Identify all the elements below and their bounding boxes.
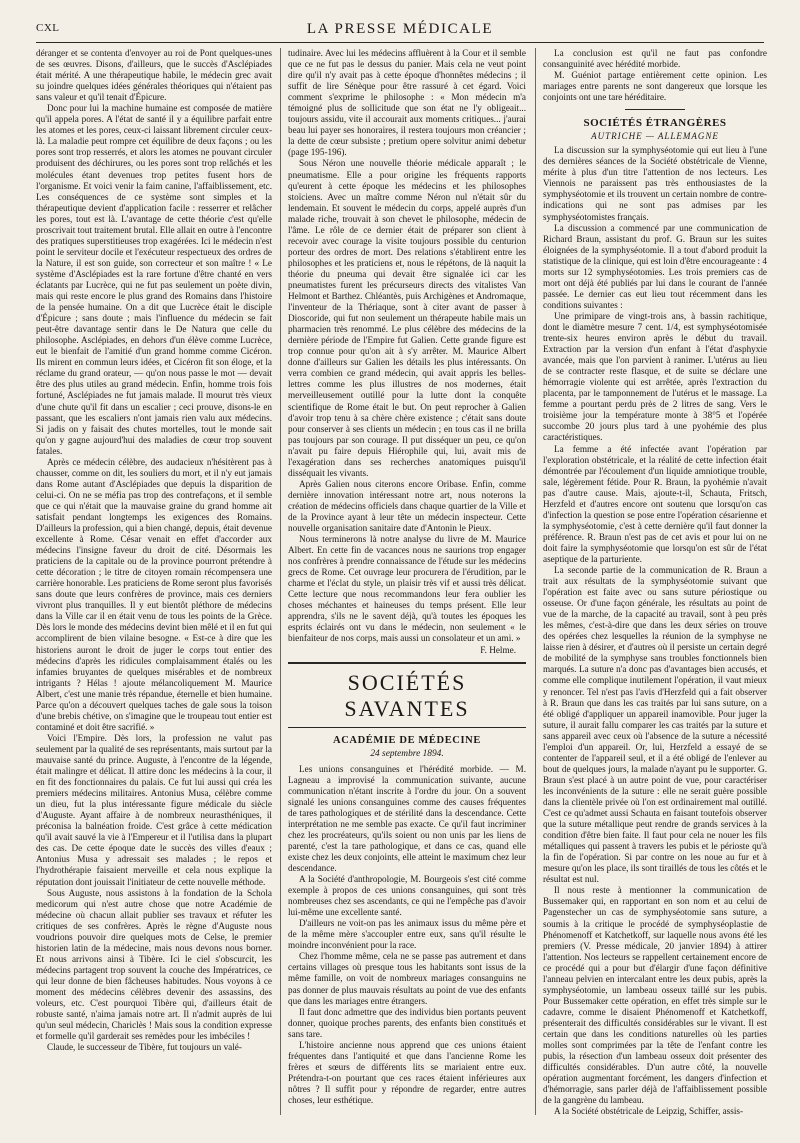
paragraph: La femme a été infectée avant l'opération par l'exploration obstétricale, et la réalité de cette infection était démontrée par l'écoulement d'un liquide amniotique trouble, sale, légèrement fétide. Pour R. Braun, la pyohémie n'avait pas d'autre cause. Mais, ajoute-t-il, Schauta, Fritsch, Herzfeld et d'autres encore ont soutenu que lorsqu'on cas d'infection la question se pose entre l'opération césarienne et la symphyséotomie, c'est à cette dernière qu'il faut donner la préférence. R. Braun n'est pas de cet avis et pour lui on ne doit faire la symphyséotomie que lorsqu'on est sûr de l'état aseptique de la parturiente. xyxy=(543,443,767,564)
separator-rule xyxy=(625,109,685,110)
paragraph: Donc pour lui la machine humaine est composée de matière qu'il appela pores. A l'état de santé il y a équilibre parfait entre les atomes et les pores, ceux-ci laissant librement circuler ceux-là. La maladie peut rompre cet équilibre de deux façons ; ou les pores sont trop resserrés, et alors les atomes ne pouvant circuler produisent des déchirures, ou les pores sont trop relâchés et les molécules étant devenues trop petites fusent hors de l'organisme. Et voici venir la faim canine, l'affaiblissement, etc. Les conséquences de ce système sont simples et la thérapeutique devient d'application facile : resserrer et relâcher les pores, tout est là. L'avantage de cette théorie c'est qu'elle proscrivait tout traitement brutal. Elle allait en outre à l'encontre des pratiques superstitieuses trop exagérées. Ici le médecin n'est point le serviteur docile et l'exécuteur respectueux des ordres de la Nature, il est son guide, son correcteur et son maître ! « Le système d'Asclépiades est la rare fortune d'être chanté en vers éclatants par Lucrèce, qui ne fut pas seulement un poète divin, mais qui reste encore le plus grand des Romains dans l'histoire de la pensée humaine. On a dit que Lucrèce était le disciple d'Épicure ; sans doute ; mais l'influence du médecin se fait peut-être davantage sentir dans le De Natura que celle du philosophe. Asclépiades, en dehors d'un élève comme Lucrèce, eut le bienfait de l'amitié d'un grand homme comme Cicéron. Ils mirent en commun leurs idées, et Cicéron fit son éloge, et la réclame du grand orateur, — qu'on nous passe le mot — devait être des plus utiles au grand médecin. Enfin, homme trois fois fortuné, Asclépiades ne fut jamais malade. Il mourut très vieux d'une chute qu'il fit dans un escalier ; ceci prouve, disons-le en passant, que les escaliers n'ont jamais rien valu aux médecins. Si jadis on y faisait des chutes mortelles, tout le monde sait qu'on y gagne aujourd'hui des maladies de cœur trop souvent fatales. xyxy=(36,103,272,456)
paragraph: L'histoire ancienne nous apprend que ces unions étaient fréquentes dans l'antiquité et que dans l'ancienne Rome les frères et sœurs de différents lits se mariaient entre eux. Prétendra-t-on pourtant que ces races étaient inférieures aux nôtres ? Il suffit pour y répondre de regarder, entre autres choses, leur esthétique. xyxy=(288,1039,526,1105)
paragraph: Sous Néron une nouvelle théorie médicale apparaît ; le pneumatisme. Elle a pour origine les fréquents rapports qu'eurent à cette époque les médecins et les philosophes stoïciens. Avec un maître comme Néron nul n'était sûr du lendemain. Et souvent le médecin du corps, appelé auprès d'un malade riche, trouvait à son chevet le philosophe, médecin de l'âme. Le rôle de ce dernier était de préparer son client à recevoir avec courage la visite toujours possible du centurion porteur des ordres de mort. Des relations s'établirent entre les philosophes et les praticiens et, nous le répétons, de là naquit la théorie du pneuma qui devait être signalée ici car les pneumatistes furent les précurseurs directs des vitalistes Van Helmont et Barthez. Chléantès, puis Archigènes et Andromaque, l'inventeur de la Thériaque, sont à citer avant de passer à Dioscoride, qui fut non seulement un thérapeute habile mais un pharmacien très renommé. Le plus célèbre des médecins de la dernière période de l'Empire fut Galien. Cette grande figure est trop connue pour qu'on ait à s'y arrêter. M. Maurice Albert donne d'ailleurs sur Galien les détails les plus intéressants. On verra combien ce grand médecin, qui avait appris les belles-lettres comme les plus illustres de nos modernes, était merveilleusement outillé pour la lutte dont la conquête scientifique de Rome était le but. On peut reprocher à Galien d'avoir trop tenu à sa chère chère existence ; c'était sans doute pour conserver à ses clients un médecin ; en tous cas il ne brilla pas toujours par son courage. Il put disséquer un peu, ce qu'on n'avait pu faire depuis Hiérophile qui, lui, avait mis de l'exagération dans ses recherches anatomiques puisqu'il disséquait les vivants. xyxy=(288,158,526,478)
section-subtitle: AUTRICHE — ALLEMAGNE xyxy=(591,131,719,142)
paragraph: Claude, le successeur de Tibère, fut toujours un valé- xyxy=(47,1042,242,1053)
academy-title: ACADÉMIE DE MÉDECINE xyxy=(333,734,481,746)
paragraph: Après Galien nous citerons encore Oribase. Enfin, comme dernière innovation intéressant notre art, nous noterons la création de médecins officiels dans chaque quartier de la Ville et de la Province ayant à leur tête un médecin inspecteur. Cette nouvelle organisation sanitaire date d'Antonin le Pieux. xyxy=(288,478,526,534)
paragraph: Les unions consanguines et l'hérédité morbide. — M. Lagneau a improvisé la communication suivante, aucune communication n'étant inscrite à l'ordre du jour. On a souvent signalé les unions consanguines comme des causes fréquentes de tares pathologiques et de stérilité dans la descendance. Cette interprétation ne me semble pas exacte. Ce qu'il faut incriminer chez les procréateurs, qu'ils soient ou non unis par les liens de parenté, c'est la tare pathologique, et dans ce cas, quand elle existe chez les deux conjoints, elle atteint le maximum chez leur descendance. xyxy=(288,763,526,873)
paragraph: Après ce médecin célèbre, des audacieux n'hésitèrent pas à chausser, comme on dit, les souliers du mort, et il n'y eut jamais dans Rome autant d'Asclépiades que depuis la disparition de celui-ci. On ne se méfia pas trop des contrefaçons, et il semble que ce qui n'était que la mauvaise graine du grand homme ait satisfait pendant longtemps les exigences des Romains. D'ailleurs la profession, qui a bien changé, depuis, était devenue excellente à Rome. César venait en effet d'accorder aux médecins l'insigne faveur du droit de cité. Désormais les praticiens de la capitale ou de la province pourront prétendre à cette décoration ; le titre de citoyen romain récompensera une carrière honorable. Les praticiens de Rome seront plus favorisés sans doute que leurs confrères de province, mais ces derniers vivront plus tranquilles. Il y eut bientôt pléthore de médecins dans la Ville car il en était venu de tous les points de la Grèce. Dès lors le monde des médecins devint bien mêlé et il en fut qui accomplirent de bien vilaine besogne. « Est-ce à dire que les historiens auront le droit de juger le corps tout entier des médecins d'après les ridicules complaisamment étalés ou les infamies bruyantes de quelques misérables et de nombreux intrigants ? Hélas ! ajoute mélancoliquement M. Maurice Albert, c'est une manie très répandue, éternelle et bien humaine. Parce qu'on a découvert quelques taches de gale sous la toison d'une brebis chétive, on s'imagine que le troupeau tout entier est contaminé et doit être sacrifié. » xyxy=(36,456,272,732)
paragraph: La seconde partie de la communication de R. Braun a trait aux résultats de la symphyséotomie suivant que l'opération est faite avec ou sans suture périostique ou osseuse. Or d'une façon générale, les résultats au point de vue de la marche, de la capacité au travail, sont à peu près les mêmes, c'est-à-dire que dans les deux séries on trouve des opérées chez lesquelles la réunion de la symphyse ne laisse rien à désirer, et d'autres où il persiste un certain degré de mobilité de la symphyse sans troubles fonctionnels bien marqués. La suture n'a donc pas d'avantages bien accusés, et comme elle complique inutilement l'opération, il vaut mieux y renoncer. Tel n'est pas l'avis d'Herzfeld qui a fait observer à R. Braun que dans les cas traités par lui sans suture, on a été obligé d'appliquer un appareil inamovible. Pour juger la suture, il aurait fallu comparer les cas traités par la suture et sans appareil avec ceux où l'absence de la suture a nécessité l'emploi d'un appareil. Or, lui, Herzfeld a essayé de se contenter de l'appareil seul, et il a été obligé de l'enlever au bout de quelques jours, la malade n'ayant pu le supporter. G. Braun s'est placé à un autre point de vue, pour caractériser les inconvénients de la suture : elle ne serait guère possible dans la clientèle privée où l'on est ordinairement mal outillé. C'est ce qu'admet aussi Schauta en faisant toutefois observer que la suture métallique peut rendre de grands services à la condition d'être bien faite. Il faut pour cela ne nouer les fils métalliques qui passent à travers les pubis et le périoste qu'à la fin de l'opération. Si par contre on les noue au fur et à mesure qu'on les place, ils sont tiraillés de tous les côtés et le résultat est nul. xyxy=(543,565,767,885)
paragraph: La conclusion est qu'il ne faut pas confondre consanguinité avec hérédité morbide. xyxy=(543,48,767,70)
academy-date: 24 septembre 1894. xyxy=(370,748,444,759)
page-number: CXL xyxy=(36,22,60,34)
column-divider xyxy=(280,48,281,1115)
paragraph: A la Société d'anthropologie, M. Bourgeois s'est cité comme exemple à propos de ces unions consanguines, qui sont très nombreuses chez ses ascendants, ce qui ne l'empêche pas d'avoir lui-même une excellente santé. xyxy=(288,874,526,918)
paragraph: D'ailleurs ne voit-on pas les animaux issus du même père et de la même mère s'accoupler entre eux, sans qu'il résulte le moindre inconvénient pour la race. xyxy=(288,918,526,951)
paragraph: Chez l'homme même, cela ne se passe pas autrement et dans certains villages où presque tous les habitants sont issus de la même famille, on voit de nombreux mariages consanguins ne pas donner de plus mauvais résultats au point de vue des enfants que dans les mariages entre étrangers. xyxy=(288,951,526,1006)
paragraph: Il faut donc admettre que des individus bien portants peuvent donner, quoique proches parents, des enfants bien constitués et sans tare. xyxy=(288,1006,526,1039)
paragraph: Nous terminerons là notre analyse du livre de M. Maurice Albert. En cette fin de vacances nous ne saurions trop engager nos confrères à prendre connaissance de l'étude sur les médecins grecs de Rome. Cet ouvrage leur procurera de l'érudition, par le charme et l'éclat du style, un plaisir très vif et aussi très délicat. Cette lecture que nous recommandons leur fera oublier les choses méchantes et haineuses du temps présent. Elle leur apprendra, s'ils ne le savent déjà, qu'à toutes les époques les esprits éclairés ont vu dans le médecin, non seulement « le bienfaiteur de nos corps, mais aussi un consolateur et un ami. » xyxy=(288,534,526,644)
paragraph: A la Société obstétricale de Leipzig, Schiffer, assis- xyxy=(554,1106,744,1117)
page-header xyxy=(36,22,764,38)
paragraph: Sous Auguste, nous assistons à la fondation de la Schola medicorum qui n'est autre chose que notre Académie de médecine où chacun allait publier ses travaux et réfuter les critiques de ses confrères. Après le règne d'Auguste nous voudrions pouvoir dire quelques mots de Celse, le premier historien latin de la médecine, mais nous devons nous borner. Et nous arrivons ainsi à Tibère. Ici le ciel s'obscurcit, les médecins partagent trop souvent la couche des Impératrices, ce qui leur donne de bien fâcheuses habitudes. Nous voyons à ce moment des médecins célèbres devenir des assassins, des voleurs, etc. C'est pourquoi Tibère qui, d'ailleurs était de robuste santé, n'aima jamais notre art. Il n'admit auprès de lui qu'un seul médecin, Chariclès ! Mais sous la condition expresse et formelle qu'il garderait ses remèdes pour les imbéciles ! xyxy=(36,887,272,1042)
column-2 xyxy=(288,48,526,1106)
column-1 xyxy=(36,48,272,1053)
paragraph: Il nous reste à mentionner la communication de Bussemaker qui, en rapportant en son nom et au celui de Pagenstecher un cas de symphyséotomie sans suture, a soumis à la critique le procédé de symphyséoplastie de Phénomenoff et Katchetkoff, sur laquelle nous avons été les premiers (V. Presse médicale, 20 janvier 1894) à attirer l'attention. Nos lecteurs se rappellent certainement encore de ce procédé qui a pour but d'élargir d'une façon définitive l'anneau pelvien en intercalant entre les deux pubis, après la symphyséotomie, un lambeau osseux taillé sur les pubis. Pour Bussemaker cette opération, en effet très simple sur le cadavre, comme le disaient Phénomenoff et Katchetkoff, présenterait des difficultés considérables sur le vivant. Il est certain que dans les conditions naturelles où les parties molles sont comprimées par la tête de l'enfant contre les pubis, la résection d'un lambeau osseux doit présenter des difficultés considérables. D'un autre côté, la nouvelle opération augmentant forcément, les dangers d'infection et d'hémorragie, sans parler déjà de l'affaiblissement possible de la gangrène du lambeau. xyxy=(543,885,767,1106)
paragraph: déranger et se contenta d'envoyer au roi de Pont quelques-unes de ses œuvres. Disons, d'ailleurs, que le succès d'Asclépiades était mérité. A une thérapeutique habile, le médecin grec avait su joindre quelques idées générales théoriques qui n'étaient pas sans valeur et qu'il tenait d'Épicure. xyxy=(36,48,272,103)
column-3 xyxy=(543,48,767,1117)
paragraph: Une primipare de vingt-trois ans, à bassin rachitique, dont le diamètre mesure 7 cent. 1/4, est symphyséotomisée trente-six heures environ après le début du travail. Extraction par la version d'un enfant à l'état d'asphyxie avancée, mais que l'on parvient à ranimer. L'utérus au lieu de se contracter reste flasque, et de suite se déclare une hémorragie violente qui est arrêtée, après l'extraction du placenta, par le tamponnement de l'utérus et le massage. La femme a pourtant perdu près de 2 litres de sang. Vers le troisième jour la température monte à 38°5 et l'opérée succombe 20 jours plus tard à une pyohémie des plus caractéristiques. xyxy=(543,310,767,443)
author-signature: F. Helme. xyxy=(480,644,516,655)
section-title: SOCIÉTÉS SAVANTES xyxy=(288,662,526,728)
paragraph: Voici l'Empire. Dès lors, la profession ne valut pas seulement par la qualité de ses représentants, mais surtout par la mauvaise santé du prince. Auguste, à l'encontre de la légende, était malingre et délicat. Il attire donc les médecins à la cour, il en fit des fonctionnaires du palais. Ce fut lui aussi qui créa les premiers médecins militaires. Antonius Musa, célèbre comme un dieu, fut la plus intéressante figure médicale du siècle d'Auguste. Ayant affaire à de nombreux neurasthéniques, il préconisa la balnéation froide. C'est grâce à cette médication qu'il avait sauvé la vie à l'Empereur et il l'utilisa dans la plupart des cas. De cette époque date le succès des villes d'eaux ; Antonius Musa y adressait ses malades ; le repos et l'hydrothérapie faisaient merveille et cela nous explique la réputation dont jouissait l'initiateur de cette nouvelle méthode. xyxy=(36,732,272,887)
column-divider xyxy=(535,48,536,1115)
paragraph: La discussion a commencé par une communication de Richard Braun, assistant du prof. G. Braun sur les suites éloignées de la symphyséotomie. Il a tout d'abord produit la statistique de la clinique, qui est loin d'être encourageante : 4 morts sur 12 symphyséotomies. Les trois premiers cas de mort ont déjà été publiés par lui dans le courant de l'année passée. Le dernier cas eut lieu tout récemment dans les conditions suivantes : xyxy=(543,222,767,310)
header-rule xyxy=(36,42,764,43)
paragraph: M. Guéniot partage entièrement cette opinion. Les mariages entre parents ne sont dangereux que lorsque les conjoints ont une tare héréditaire. xyxy=(543,70,767,103)
paragraph: tudinaire. Avec lui les médecins affluèrent à la Cour et il semble que ce ne fut pas le dessus du panier. Mais cela ne veut point dire qu'il n'y avait pas à cette époque d'honnêtes médecins ; il suffit de lire Sénèque pour être rassuré à cet égard. Voici comment s'exprime le philosophe : « Mon médecin m'a témoigné plus de sollicitude que son état ne l'y obligeait... toujours assidu, vite il accourait aux moments critiques... j'aurai beau lui payer ses honoraires, il restera toujours mon créancier ; la dette de cœur subsiste ; pretium opere solvitur animi debetur (page 195-196). xyxy=(288,48,526,158)
paragraph: La discussion sur la symphyséotomie qui eut lieu à l'une des dernières séances de la Société obstétricale de Vienne, mérite à plus d'un titre l'attention de nos lecteurs. Les Viennois ne paraissent pas très enthousiastes de la symphyséotomie et ils trouvent un certain nombre de contre-indications qui ne sont pas admises par les symphyséotomistes français. xyxy=(543,145,767,222)
journal-title: LA PRESSE MÉDICALE xyxy=(306,21,494,37)
section-title: SOCIÉTÉS ÉTRANGÈRES xyxy=(583,117,727,130)
